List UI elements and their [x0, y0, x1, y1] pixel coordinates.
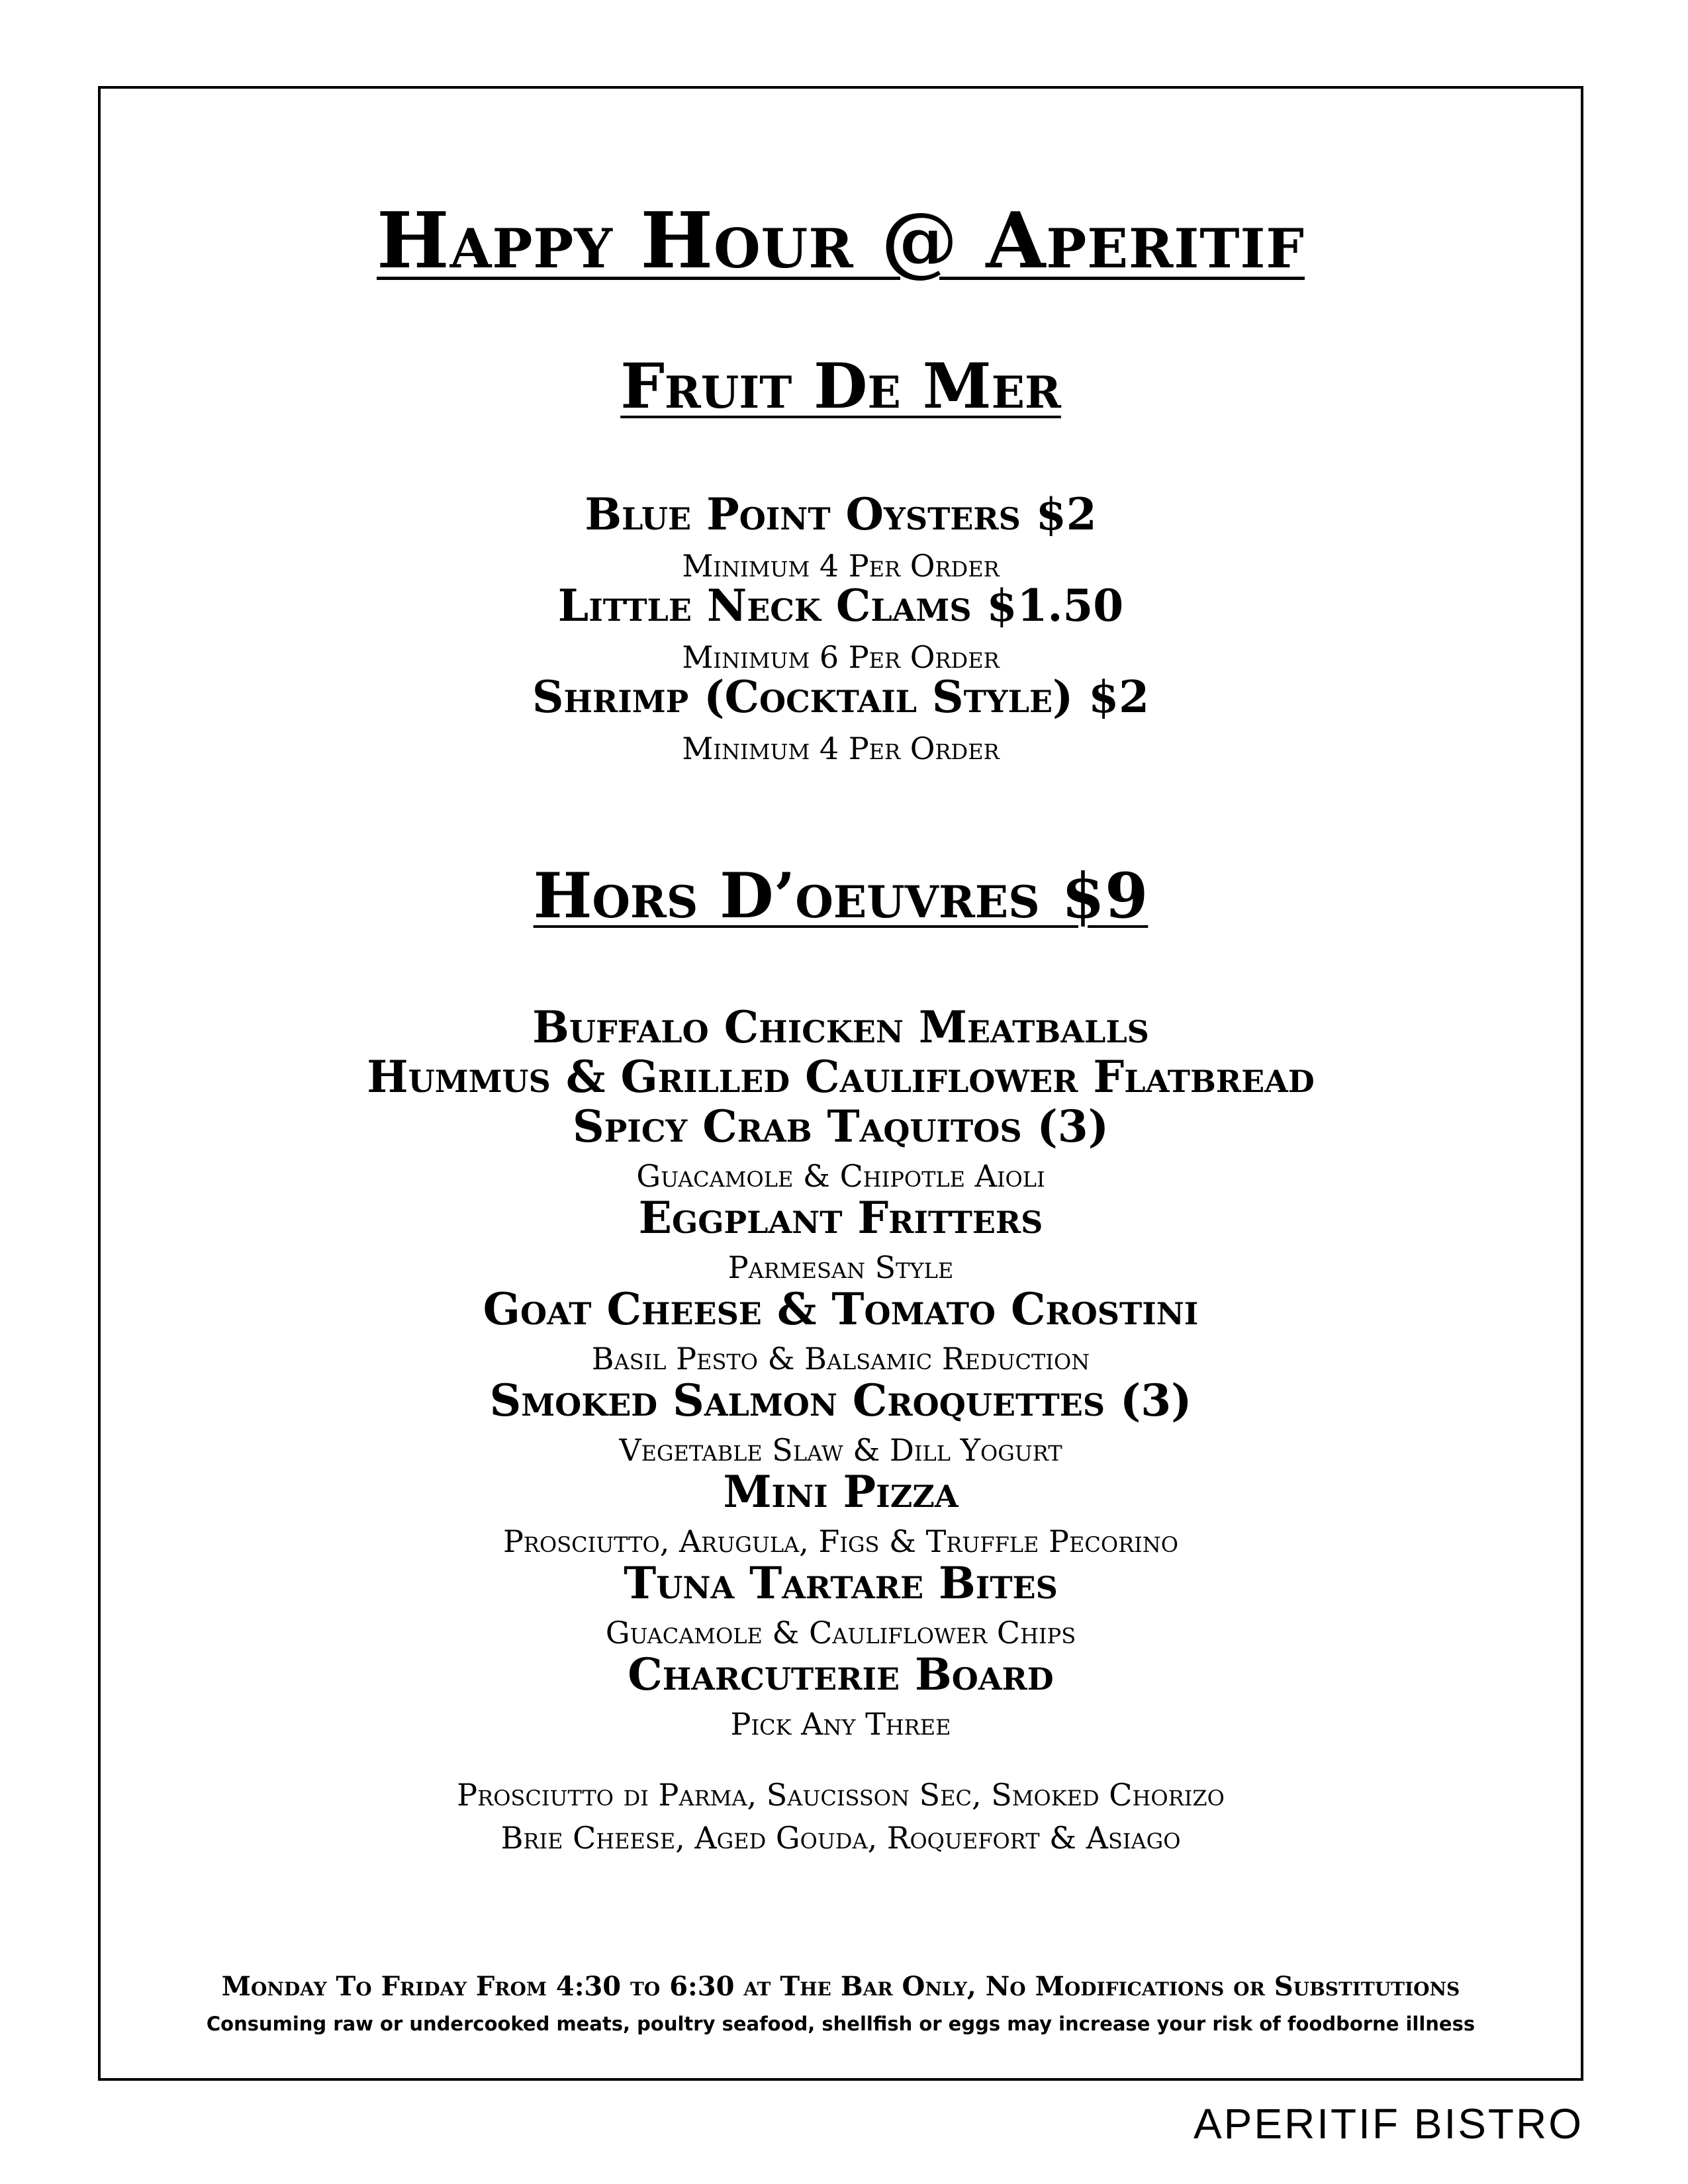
- menu-item-goat-cheese-crostini: Goat Cheese & Tomato Crostini: [483, 1283, 1199, 1335]
- menu-item-note: Minimum 4 Per Order: [682, 548, 1000, 584]
- menu-item-hummus-flatbread: Hummus & Grilled Cauliflower Flatbread: [367, 1051, 1315, 1103]
- menu-item-note: Guacamole & Chipotle Aioli: [636, 1158, 1045, 1194]
- menu-item-note: Minimum 4 Per Order: [682, 731, 1000, 766]
- brand-name: APERITIF BISTRO: [1193, 2100, 1583, 2148]
- menu-item-charcuterie-board: Charcuterie Board: [628, 1649, 1054, 1700]
- menu-item-note: Pick Any Three: [730, 1706, 951, 1742]
- section-heading-fruit-de-mer: Fruit De Mer: [620, 350, 1061, 423]
- menu-item-tuna-tartare-bites: Tuna Tartare Bites: [624, 1557, 1058, 1609]
- menu-item-buffalo-chicken-meatballs: Buffalo Chicken Meatballs: [532, 1001, 1149, 1053]
- menu-item-blue-point-oysters: Blue Point Oysters $2: [585, 488, 1097, 540]
- section-heading-hors-doeuvres: Hors D’oeuvres $9: [533, 860, 1149, 933]
- menu-item-note: Vegetable Slaw & Dill Yogurt: [619, 1432, 1062, 1468]
- menu-item-note: Prosciutto, Arugula, Figs & Truffle Pecorino: [502, 1524, 1179, 1559]
- charcuterie-cheeses: Brie Cheese, Aged Gouda, Roquefort & Asiago: [500, 1820, 1181, 1856]
- menu-item-note: Parmesan Style: [727, 1250, 954, 1285]
- foodborne-illness-disclaimer: Consuming raw or undercooked meats, poultry seafood, shellfish or eggs may increase your risk of foodborne illness: [206, 2013, 1476, 2035]
- menu-title: Happy Hour @ Aperitif: [377, 196, 1305, 286]
- menu-item-shrimp-cocktail: Shrimp (Cocktail Style) $2: [532, 671, 1150, 723]
- menu-item-note: Guacamole & Cauliflower Chips: [605, 1615, 1076, 1651]
- menu-item-eggplant-fritters: Eggplant Fritters: [638, 1192, 1043, 1244]
- menu-border-frame: [98, 86, 1583, 2081]
- happy-hour-schedule: Monday To Friday From 4:30 to 6:30 at The Bar Only, No Modifications or Substitutions: [221, 1971, 1460, 2002]
- menu-item-little-neck-clams: Little Neck Clams $1.50: [557, 580, 1124, 631]
- menu-item-smoked-salmon-croquettes: Smoked Salmon Croquettes (3): [489, 1375, 1192, 1426]
- menu-item-note: Basil Pesto & Balsamic Reduction: [591, 1341, 1090, 1377]
- menu-item-mini-pizza: Mini Pizza: [723, 1466, 959, 1518]
- charcuterie-meats: Prosciutto di Parma, Saucisson Sec, Smoked Chorizo: [457, 1777, 1225, 1813]
- menu-item-note: Minimum 6 Per Order: [682, 639, 1000, 675]
- menu-item-spicy-crab-taquitos: Spicy Crab Taquitos (3): [573, 1101, 1109, 1152]
